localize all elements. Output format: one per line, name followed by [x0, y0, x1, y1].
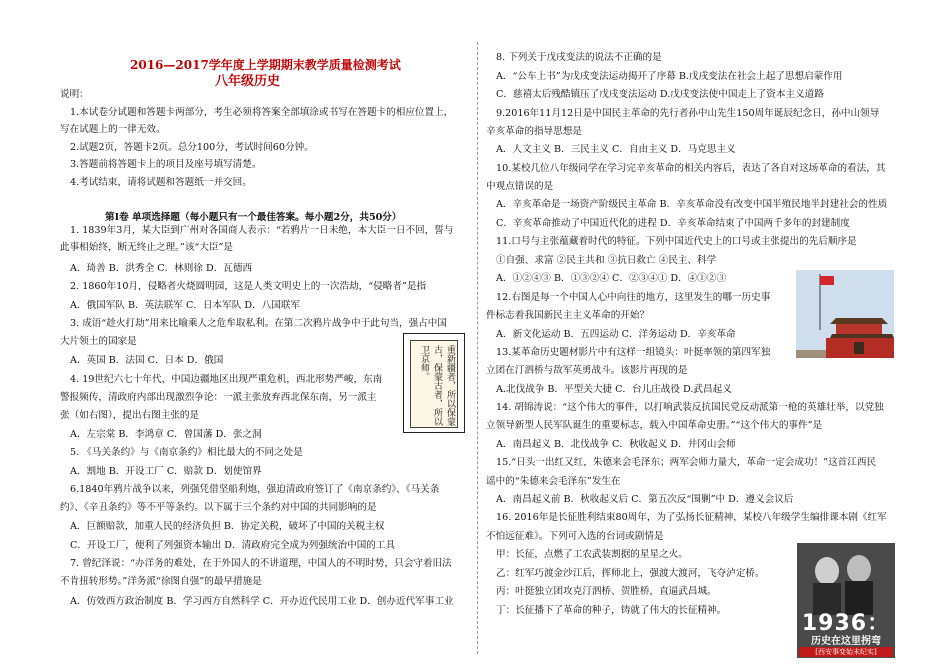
quote-col-1: 重新疆者，所以保蒙: [445, 345, 455, 426]
q15-stem: 15.“日头一出红又红，朱德来会毛泽东；两军会师力量大，革命一定会成功！”这首江西民: [496, 457, 877, 468]
q10-stem: 10.某校几位八年级同学在学习完辛亥革命的相关内容后，表达了各自对这场革命的看法，其: [496, 163, 886, 174]
q1-stem-2: 此事相始终，断无终止之理。”该“大臣”是: [60, 242, 234, 253]
q12-stem: 12.右图是每一个中国人心中向往的地方，这里发生的哪一历史事: [496, 292, 771, 303]
q8-stem: 8. 下列关于戊戌变法的说法不正确的是: [496, 52, 662, 63]
q12-options: A．新文化运动 B．五四运动 C．洋务运动 D．辛亥革命: [496, 329, 736, 340]
q8-options-ab: A．“公车上书”为戊戌变法运动揭开了序幕 B.戊戌变法在社会上起了思想启蒙作用: [496, 71, 843, 82]
exam-title: 2016—2017学年度上学期期末教学质量检测考试: [130, 58, 401, 72]
poster-caption: [西安事变始末纪实]: [799, 647, 893, 657]
poster-year: 1936：: [801, 611, 891, 636]
q6-stem: 6.1840年鸦片战争以来，列强凭借坚船利炮，强迫清政府签订了《南京条约》、《马关条: [70, 484, 440, 495]
quote-col-3: 卫京师。: [419, 345, 429, 381]
q6-options-cd: C．开设工厂，便利了列强资本输出 D．清政府完全成为列强统治中国的工具: [70, 540, 396, 551]
q14-stem: 14. 胡锦涛说：“这个伟大的事件，以打响武装反抗国民党反动派第一枪的英雄壮举，以党独: [496, 402, 884, 413]
q14-stem-2: 立领导新型人民军队诞生的重要标志，载入中国革命史册。”“这个伟大的事件”是: [486, 420, 823, 431]
q2-options: A．俄国军队 B．英法联军 C．日本军队 D．八国联军: [70, 300, 301, 311]
q14-options: A．南昌起义 B．北伐战争 C．秋收起义 D．井冈山会师: [496, 439, 736, 450]
q16-item-ding: 丁：长征播下了革命的种子，铸就了伟大的长征精神。: [496, 605, 727, 616]
q5-options: A．割地 B．开设工厂 C．赔款 D．划使馆界: [70, 466, 262, 477]
instruction-3: 3.答题前将答题卡上的项目及座号填写清楚。: [70, 159, 262, 170]
q13-options: A.北伐战争 B．平型关大捷 C．台儿庄战役 D.武昌起义: [496, 384, 732, 395]
q2-stem: 2. 1860年10月，侵略者火烧圆明园，这是人类文明史上的一次浩劫，“侵略者”是指: [70, 281, 427, 292]
column-divider: [477, 42, 478, 654]
instructions-label: 说明：: [60, 89, 89, 100]
q3-options: A．英国 B．法国 C．日本 D．俄国: [70, 355, 224, 366]
instruction-1b: 写在试题上的一律无效。: [60, 124, 166, 135]
q1-stem: 1. 1839年3月，某大臣到广州对各国商人表示：“若鸦片一日未绝，本大臣一日不回，誓与: [70, 225, 454, 236]
instruction-4: 4.考试结束，请将试题和答题纸一并交回。: [70, 177, 252, 188]
q7-options: A．仿效西方政治制度 B．学习西方自然科学 C．开办近代民用工业 D．创办近代军事工业: [70, 596, 454, 607]
q3-stem-2: 大片领土的国家是: [60, 336, 137, 347]
instruction-2: 2.试题2页，答题卡2页。总分100分，考试时间60分钟。: [70, 142, 314, 153]
q3-stem: 3. 成语“趁火打劫”用来比喻乘人之危牟取私利。在第二次鸦片战争中于此句当，强占中国: [70, 318, 447, 329]
q11-items: ①自强、求富 ②民主共和 ③抗日救亡 ④民主、科学: [496, 255, 717, 266]
q16-item-bing: 丙：叶挺独立团攻克汀泗桥、贺胜桥，直逼武昌城。: [496, 586, 717, 597]
q11-stem: 11.口号与主张蕴藏着时代的特征。下列中国近代史上的口号或主张提出的先后顺序是: [496, 236, 857, 247]
poster-title: 历史在这里拐弯: [811, 636, 881, 647]
q16-item-jia: 甲：长征，点燃了工农武装割据的星星之火。: [496, 549, 688, 560]
tiananmen-illustration: [796, 270, 894, 358]
q7-stem-2: 不肯扭转形势。”洋务派“徐图自强”的最早措施是: [60, 576, 262, 587]
tiananmen-photo: [796, 270, 894, 358]
q11-options: A．①②④③ B．①③②④ C．②③④① D．④①②③: [496, 273, 727, 284]
q12-stem-2: 件标志着我国新民主主义革命的开始？: [486, 310, 650, 321]
exam-subtitle: 八年级历史: [215, 74, 281, 89]
q9-stem: 9.2016年11月12日是中国民主革命的先行者孙中山先生150周年诞辰纪念日，孙中山领导: [496, 108, 880, 119]
q4-stem: 4. 19世纪六七十年代，中国边疆地区出现严重危机，西北形势严峻，东南: [70, 374, 383, 385]
quote-paper: [410, 340, 458, 428]
q16-stem: 16. 2016年是长征胜利结束80周年，为了弘扬长征精神，某校八年级学生编排课本剧《红军: [496, 512, 887, 523]
q7-stem: 7. 曾纪泽说：“办洋务的难处，在于外国人的不讲道理，中国人的不明时势，只会守着旧法: [70, 558, 452, 569]
q9-stem-2: 辛亥革命的指导思想是: [486, 126, 582, 137]
q10-options-cd: C．辛亥革命推动了中国近代化的进程 D．辛亥革命结束了中国两千多年的封建制度: [496, 218, 850, 229]
q5-stem: 5. 《马关条约》与《南京条约》相比最大的不同之处是: [70, 447, 303, 458]
q10-stem-2: 中观点错误的是: [486, 181, 554, 192]
q10-options-ab: A．辛亥革命是一场资产阶级民主革命 B．辛亥革命没有改变中国半殖民地半封建社会的性质: [496, 199, 888, 210]
q1-options: A．琦善 B．洪秀全 C．林则徐 D．瓦德西: [70, 263, 253, 274]
film-poster: [797, 543, 895, 658]
q9-options: A．人文主义 B．三民主义 C．自由主义 D．马克思主义: [496, 144, 736, 155]
section-heading: 第Ⅰ卷 单项选择题（每小题只有一个最佳答案。每小题2分，共50分）: [105, 212, 402, 223]
q4-options: A．左宗棠 B．李鸿章 C．曾国藩 D．张之洞: [70, 429, 262, 440]
q16-item-yi: 乙：红军巧渡金沙江后，挥师北上，强渡大渡河，飞夺泸定桥。: [496, 568, 765, 579]
q15-stem-2: 谣中的“朱德来会毛泽东”发生在: [486, 476, 621, 487]
q13-stem: 13.某革命历史题材影片中有这样一组镜头：叶挺率领的第四军独: [496, 347, 771, 358]
q4-stem-3: 张（如右图），提出右图主张的是: [60, 410, 200, 421]
quote-col-2: 古，保蒙古者，所以: [432, 345, 442, 426]
q4-stem-2: 警报频传，清政府内部出现激烈争论：一派主张放弃西北保东南，另一派主: [60, 392, 377, 403]
q6-options-ab: A．巨额赔款，加重人民的经济负担 B．协定关税，破坏了中国的关税主权: [70, 521, 385, 532]
q8-options-cd: C．慈禧太后残酷镇压了戊戌变法运动 D.戊戌变法使中国走上了资本主义道路: [496, 89, 824, 100]
q16-stem-2: 不怕远征难》。下列可入选的台词或剧情是: [486, 531, 664, 542]
q15-options: A．南昌起义前 B．秋收起义后 C．第五次反“围剿”中 D．遵义会议后: [496, 494, 794, 505]
quote-box: [403, 333, 465, 433]
q13-stem-2: 立团在汀泗桥与敌军英勇战斗。该影片再现的是: [486, 365, 688, 376]
instruction-1: 1.本试卷分试题和答题卡两部分，考生必须将答案全部填涂或书写在答题卡的相应位置上，: [70, 107, 454, 118]
q6-stem-2: 约》、《辛丑条约》等不平等条约。以下属于三个条约对中国的共同影响的是: [60, 502, 377, 513]
